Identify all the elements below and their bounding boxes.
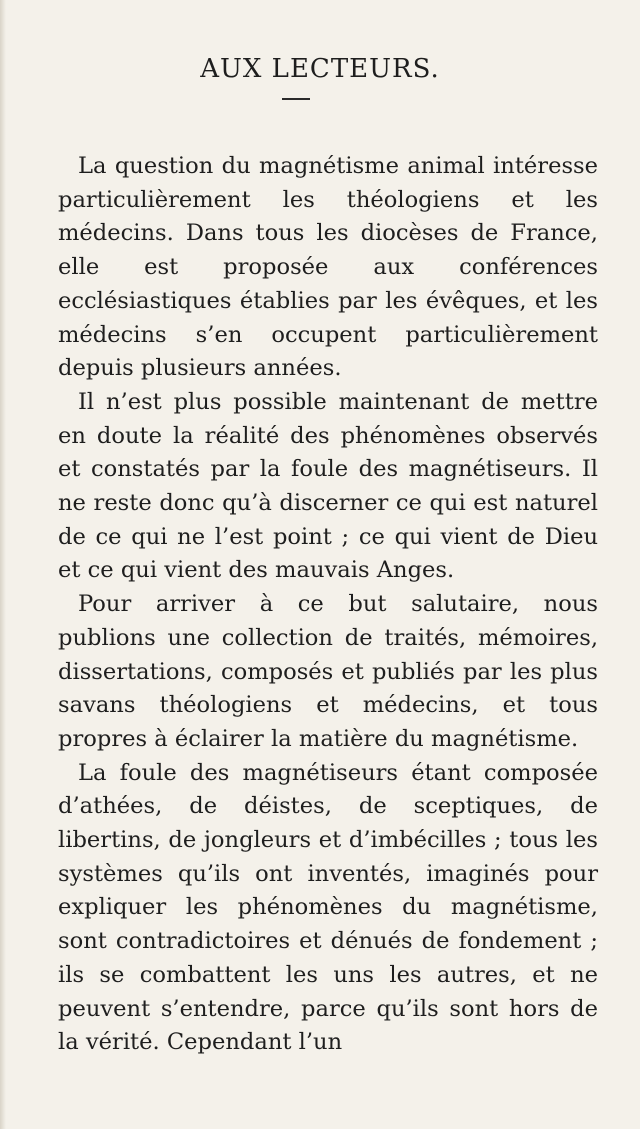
paragraph: La question du magnétisme animal intéresse particulièrement les théologiens et les médecins. Dans tous les diocèses de France, elle est proposée aux conférences ecclésiastiques établies par les évêques, et les médecins s’en occupent particulièrement depuis plusieurs années. xyxy=(58,153,598,382)
body-text xyxy=(58,150,598,1060)
page-title: AUX LECTEURS. xyxy=(200,54,440,84)
page-spine-shadow xyxy=(0,0,6,1129)
paragraph: Il n’est plus possible maintenant de mettre en doute la réalité des phénomènes observés et constatés par la foule des magnétiseurs. Il ne reste donc qu’à discerner ce qui est naturel de ce qui ne l’est point ; ce qui vient de Dieu et ce qui vient des mauvais Anges. xyxy=(58,388,598,584)
paragraph: La foule des magnétiseurs étant composée d’athées, de déistes, de sceptiques, de libertins, de jongleurs et d’imbécilles ; tous les systèmes qu’ils ont inventés, imaginés pour expliquer les phénomènes du magnétisme, sont contradictoires et dénués de fondement ; ils se combattent les uns les autres, et ne peuvent s’entendre, parce qu’ils sont hors de la vérité. Cependant l’un xyxy=(58,759,598,1056)
title-divider xyxy=(282,98,310,100)
paragraph: Pour arriver à ce but salutaire, nous publions une collection de traités, mémoires, dissertations, composés et publiés par les plus savans théologiens et médecins, et tous propres à éclairer la matière du magnétisme. xyxy=(58,591,598,752)
